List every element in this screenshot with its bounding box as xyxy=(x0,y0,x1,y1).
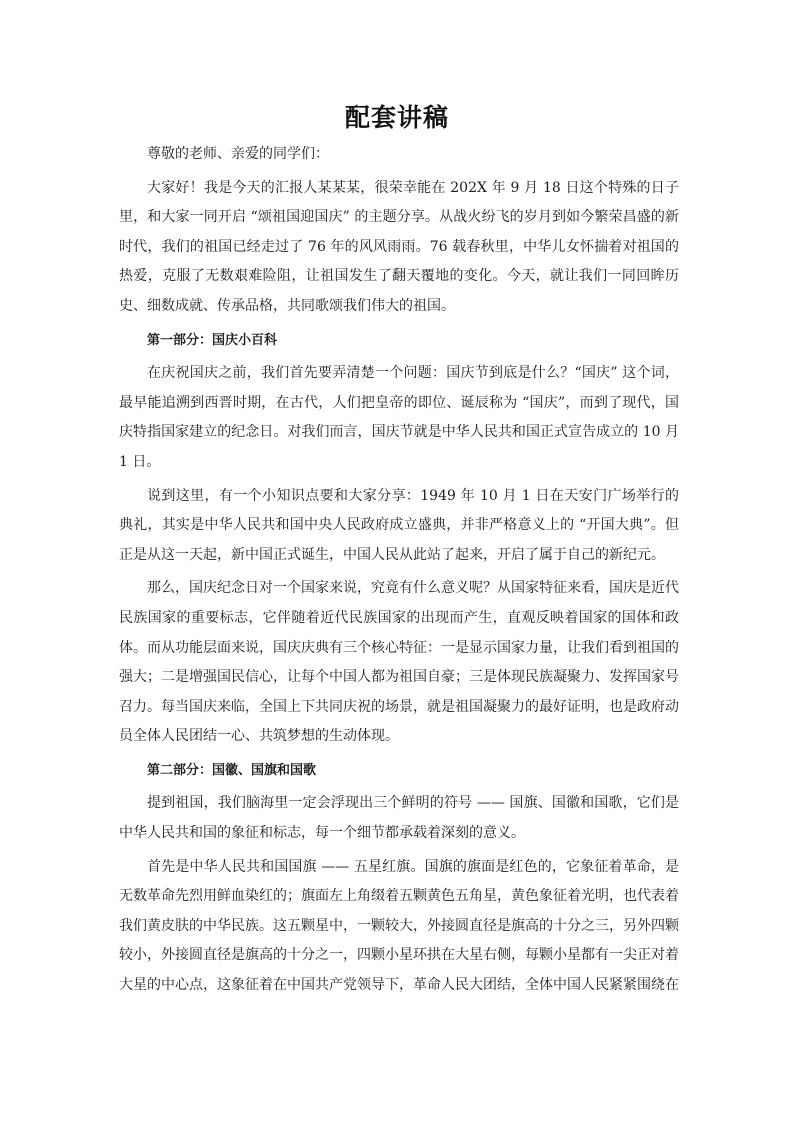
section1-paragraph: 那么，国庆纪念日对一个国家来说，究竟有什么意义呢？从国家特征来看，国庆是近代民族国家的重要标志，它伴随着近代民族国家的出现而产生，直观反映着国家的国体和政体。而从功能层面来说，国庆庆典有三个核心特征：一是显示国家力量，让我们看到祖国的强大；二是增强国民信心，让每个中国人都为祖国自豪；三是体现民族凝聚力、发挥国家号召力。每当国庆来临，全国上下共同庆祝的场景，就是祖国凝聚力的最好证明，也是政府动员全体人民团结一心、共筑梦想的生动体现。 xyxy=(119,580,679,745)
section1-paragraph: 在庆祝国庆之前，我们首先要弄清楚一个问题：国庆节到底是什么？“国庆” 这个词，最早能追溯到西晋时期，在古代，人们把皇帝的即位、诞辰称为 “国庆”，而到了现代，国庆特指国家建立的纪念日。对我们而言，国庆节就是中华人民共和国正式宣告成立的 10 月 1 日。 xyxy=(119,365,679,470)
section2-paragraph: 提到祖国，我们脑海里一定会浮现出三个鲜明的符号 —— 国旗、国徽和国歌，它们是中华人民共和国的象征和标志，每一个细节都承载着深刻的意义。 xyxy=(119,795,679,842)
salutation: 尊敬的老师、亲爱的同学们： xyxy=(147,146,329,162)
section-heading-1: 第一部分：国庆小百科 xyxy=(147,332,278,348)
intro-paragraph: 大家好！我是今天的汇报人某某某，很荣幸能在 202X 年 9 月 18 日这个特殊的日子里，和大家一同开启 “颂祖国迎国庆” 的主题分享。从战火纷飞的岁月到如今繁荣昌盛的新时代，我们的祖国已经走过了 76 年的风风雨雨。76 载春秋里，中华儿女怀揣着对祖国的热爱，克服了无数艰难险阻，让祖国发生了翻天覆地的变化。今天，就让我们一同回眸历史、细数成就、传承品格，共同歌颂我们伟大的祖国。 xyxy=(119,179,679,314)
section-heading-2: 第二部分：国徽、国旗和国歌 xyxy=(147,762,317,778)
section2-paragraph: 首先是中华人民共和国国旗 —— 五星红旗。国旗的旗面是红色的，它象征着革命，是无数革命先烈用鲜血染红的；旗面左上角缀着五颗黄色五角星，黄色象征着光明，也代表着我们黄皮肤的中华民族。这五颗星中，一颗较大，外接圆直径是旗高的十分之三，另外四颗较小，外接圆直径是旗高的十分之一，四颗小星环拱在大星右侧，每颗小星都有一尖正对着大星的中心点，这象征着在中国共产党领导下，革命人民大团结，全体中国人民紧紧围绕在 xyxy=(119,858,679,994)
section1-paragraph: 说到这里，有一个小知识点要和大家分享：1949 年 10 月 1 日在天安门广场举行的典礼，其实是中华人民共和国中央人民政府成立盛典，并非严格意义上的 “开国大典”。但正是从这一天起，新中国正式诞生，中国人民从此站了起来，开启了属于自己的新纪元。 xyxy=(119,487,679,563)
document-title: 配套讲稿 xyxy=(344,103,449,132)
document-body xyxy=(119,140,679,1005)
